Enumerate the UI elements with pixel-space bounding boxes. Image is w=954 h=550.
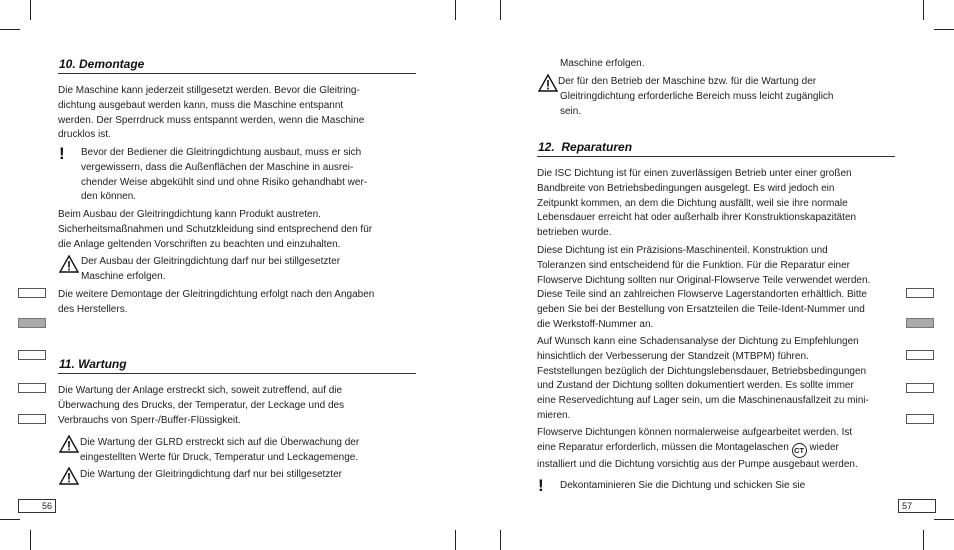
page-number-text: 56 [42, 501, 53, 511]
crop-mark [923, 0, 924, 20]
crop-mark [455, 0, 456, 20]
continued-line [560, 57, 645, 72]
text-line: sein. [560, 105, 582, 117]
chapter-tab[interactable] [18, 288, 46, 298]
heading-rule [58, 73, 416, 74]
crop-mark [934, 519, 954, 520]
text-line: Dekontaminieren Sie die Dichtung und schicken Sie sie [560, 480, 806, 491]
text-line: chender Weise abgekühlt sind und ohne Risiko gehandhabt wer- [81, 176, 368, 188]
crop-mark [0, 29, 20, 30]
paragraph [537, 244, 870, 333]
chapter-tab[interactable] [906, 414, 934, 424]
chapter-tab[interactable] [18, 414, 46, 424]
text-line: dichtung ausgebaut werden kann, muss die Maschine entspannt [58, 99, 344, 111]
text-line: Die Wartung der Gleitringdichtung darf nur bei stillgesetzter [80, 469, 342, 480]
paragraph [537, 335, 869, 424]
page-number-right [898, 499, 936, 513]
text-line: betrieben wurde. [537, 227, 612, 239]
warning-paragraph [80, 436, 359, 466]
chapter-tab[interactable] [906, 288, 934, 298]
text-line: Der für den Betrieb der Maschine bzw. für die Wartung der [558, 76, 817, 87]
text-line: Verbrauchs von Sperr-/Buffer-Flüssigkeit. [58, 414, 241, 426]
section-heading-reparaturen: 12. Reparaturen [538, 140, 633, 154]
ct-mounting-tab-symbol: CT [792, 443, 807, 458]
text-line: Gleitringdichtung erforderliche Bereich muss leicht zugänglich [560, 90, 834, 102]
warning-paragraph [80, 468, 342, 483]
text-line: eingestellten Werte für Druck, Temperatur und Leckagemenge. [80, 451, 359, 463]
text-line: Die Maschine kann jederzeit stillgesetzt werden. Bevor die Gleitring- [58, 85, 360, 96]
crop-mark [500, 530, 501, 550]
text-line: Die Wartung der Anlage erstreckt sich, soweit zutreffend, auf die [58, 385, 343, 396]
exclamation-icon: ! [59, 144, 65, 163]
text-line: werden. Der Sperrdruck muss entspannt werden, wenn die Maschine [58, 114, 365, 126]
text-line: den können. [81, 191, 137, 203]
text-line: und Zustand der Dichtung sollten dokumentiert werden. Es sollte immer [537, 380, 854, 392]
text-line: drucklos ist. [58, 129, 111, 141]
text-line: hinsichtlich der Verbesserung der Standzeit (MTBPM) führen. [537, 350, 809, 362]
crop-mark [455, 530, 456, 550]
warning-paragraph [81, 255, 340, 285]
text-line: Der Ausbau der Gleitringdichtung darf nur bei stillgesetzter [81, 256, 341, 267]
text-line: Bevor der Bediener die Gleitringdichtung ausbaut, muss er sich [81, 147, 362, 158]
text-line: mieren. [537, 409, 571, 421]
chapter-tab-active[interactable] [18, 318, 46, 328]
text-line: Sicherheitsmaßnahmen und Schutzkleidung sind entsprechend den für [58, 223, 373, 235]
text-line: geben Sie bei der Bestellung von Ersatzteilen die Teile-Ident-Nummer und [537, 304, 865, 316]
paragraph [58, 208, 372, 252]
text-line [537, 441, 858, 458]
text-line: die Anlage geltenden Vorschriften zu beachten und einzuhalten. [58, 238, 341, 250]
text-line: die Werkstoff-Nummer an. [537, 318, 654, 330]
chapter-tab[interactable] [906, 383, 934, 393]
warning-triangle-icon [59, 435, 79, 453]
crop-mark [0, 519, 20, 520]
chapter-tab[interactable] [18, 350, 46, 360]
text-line: vergewissern, dass die Außenflächen der Maschine in ausrei- [81, 161, 354, 173]
text-line: des Herstellers. [58, 303, 128, 315]
text-span: eine Reparatur erforderlich, müssen die Montagelaschen [537, 441, 789, 453]
text-line: Die ISC Dichtung ist für einen zuverlässigen Betrieb unter einer großen [537, 168, 852, 179]
crop-mark [923, 530, 924, 550]
crop-mark [500, 0, 501, 20]
chapter-tab-active[interactable] [906, 318, 934, 328]
chapter-tab[interactable] [906, 350, 934, 360]
warning-paragraph [558, 75, 833, 119]
crop-mark [30, 0, 31, 20]
crop-mark [934, 29, 954, 30]
paragraph [58, 384, 344, 428]
text-span: wieder [809, 441, 839, 453]
paragraph [58, 84, 364, 143]
paragraph [537, 167, 856, 241]
text-line: Auf Wunsch kann eine Schadensanalyse der Dichtung zu Empfehlungen [537, 336, 859, 347]
text-line: Lebensdauer erreicht hat oder außerhalb ihrer Konstruktionskapazitäten [537, 212, 857, 224]
text-line: Die Wartung der GLRD erstreckt sich auf die Überwachung der [80, 437, 360, 448]
page-number-left [18, 499, 56, 513]
text-line: Feststellungen bezüglich der Dichtungslebensdauer, Betriebsbedingungen [537, 365, 867, 377]
text-line: Diese Teile sind an zahlreichen Flowserve Lagerstandorten erhältlich. Bitte [537, 289, 867, 301]
crop-mark [30, 530, 31, 550]
text-line: Flowserve Dichtung sollten nur Original-Flowserve Teile verwendet werden. [537, 274, 871, 286]
text-line: Zeitpunkt kommen, an dem die Dichtung ausfällt, weil sie ihre normale [537, 197, 848, 209]
text-line: Maschine erfolgen. [81, 270, 166, 282]
warning-triangle-icon [59, 467, 79, 485]
text-line: Toleranzen sind entscheidend für die Funktion. Für die Reparatur einer [537, 259, 850, 271]
chapter-tab[interactable] [18, 383, 46, 393]
text-line: Bandbreite von Betriebsbedingungen ausgelegt. Es wird jedoch ein [537, 182, 835, 194]
section-heading-demontage: 10. Demontage [59, 57, 145, 71]
text-line: Maschine erfolgen. [560, 58, 645, 69]
text-line: Flowserve Dichtungen können normalerweise aufgearbeitet werden. Ist [537, 427, 853, 438]
text-line: Diese Dichtung ist ein Präzisions-Maschinenteil. Konstruktion und [537, 245, 828, 256]
page-number-text: 57 [902, 501, 913, 511]
text-line: Überwachung des Drucks, der Temperatur, der Leckage und des [58, 399, 345, 411]
text-line: Beim Ausbau der Gleitringdichtung kann Produkt austreten. [58, 209, 321, 220]
paragraph [537, 426, 858, 473]
note-paragraph [560, 479, 805, 494]
text-line: eine Reservedichtung auf Lager sein, um die Maschinenausfallzeit zu mini- [537, 395, 869, 407]
warning-triangle-icon [538, 74, 558, 92]
paragraph [58, 288, 374, 318]
heading-rule [537, 156, 895, 157]
section-heading-wartung: 11. Wartung [59, 357, 127, 371]
warning-triangle-icon [59, 255, 79, 273]
heading-rule [58, 373, 416, 374]
text-line: Die weitere Demontage der Gleitringdichtung erfolgt nach den Angaben [58, 289, 375, 300]
text-line: installiert und die Dichtung vorsichtig aus der Pumpe ausgebaut werden. [537, 458, 858, 470]
exclamation-icon: ! [538, 476, 544, 495]
note-paragraph [81, 146, 367, 205]
